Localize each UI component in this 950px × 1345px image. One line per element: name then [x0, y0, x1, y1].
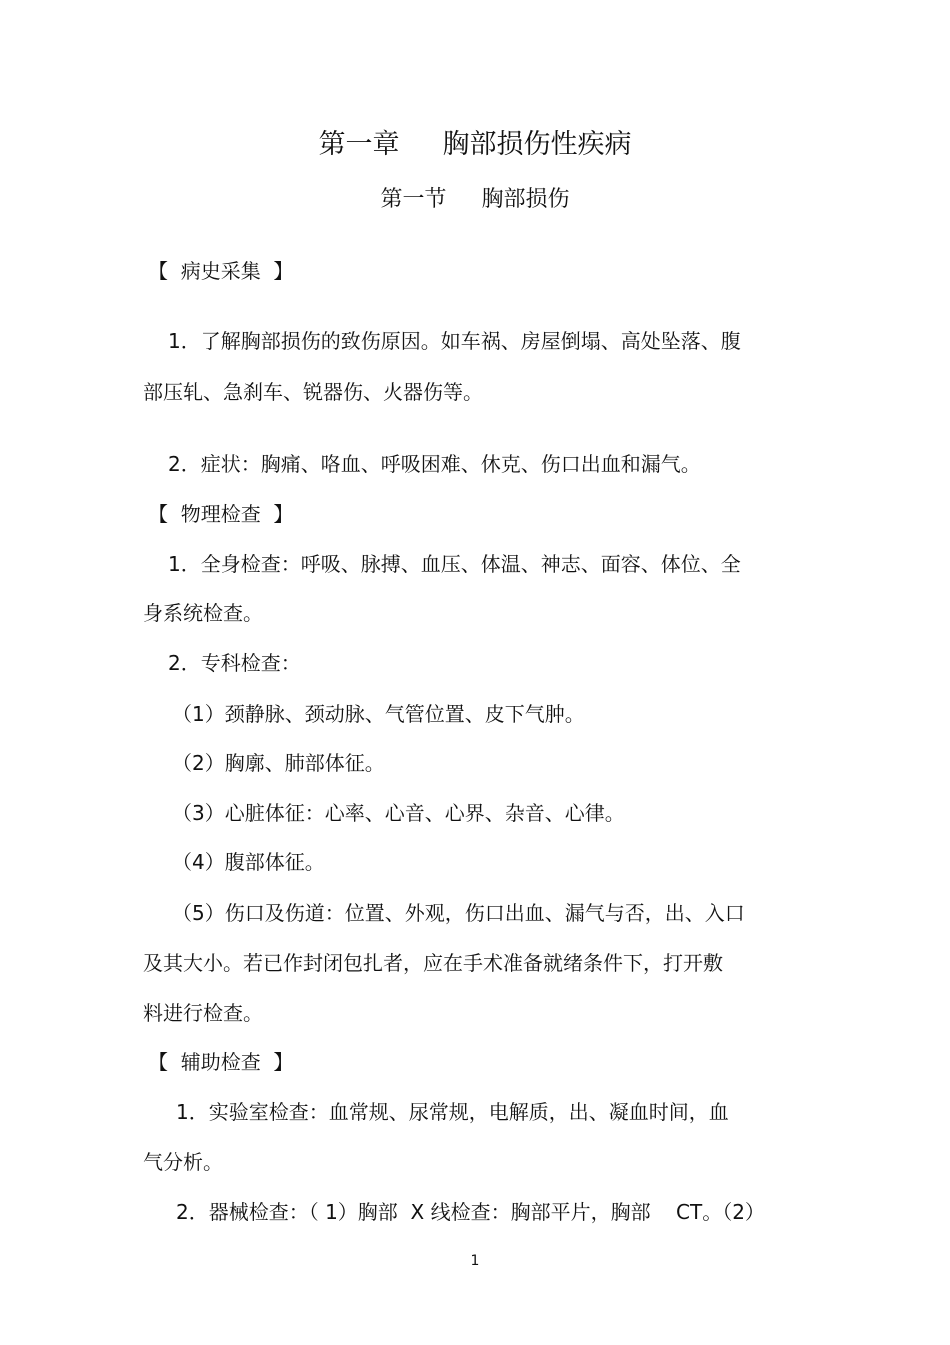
paragraph-line: 1．全身检查：呼吸、脉搏、血压、体温、神志、面容、体位、全: [168, 552, 741, 576]
paragraph-line: 1．了解胸部损伤的致伤原因。如车祸、房屋倒塌、高处坠落、腹: [168, 329, 741, 353]
list-item: （1）颈静脉、颈动脉、气管位置、皮下气肿。: [172, 702, 585, 726]
paragraph-line: 2．器械检查：（ 1）胸部 X 线检查：胸部平片，胸部 CT。（2）: [176, 1200, 765, 1224]
paragraph-line: 2．专科检查：: [168, 651, 301, 675]
paragraph-line: 及其大小。若已作封闭包扎者，应在手术准备就绪条件下，打开敷: [143, 951, 723, 975]
chapter-title: 第一章 胸部损伤性疾病: [318, 129, 632, 160]
list-item: （5）伤口及伤道：位置、外观，伤口出血、漏气与否，出、入口: [172, 901, 745, 925]
heading-history: 【 病史采集 】: [148, 259, 294, 283]
list-item: （2）胸廓、肺部体征。: [172, 751, 385, 775]
list-item: （4）腹部体征。: [172, 850, 325, 874]
paragraph-line: 部压轧、急刹车、锐器伤、火器伤等。: [143, 380, 483, 404]
heading-auxiliary-exam: 【 辅助检查 】: [148, 1050, 294, 1074]
paragraph-line: 气分析。: [143, 1150, 223, 1174]
section-title: 第一节 胸部损伤: [380, 187, 570, 212]
paragraph-line: 1．实验室检查：血常规、尿常规，电解质，出、凝血时间，血: [176, 1100, 729, 1124]
list-item: （3）心脏体征：心率、心音、心界、杂音、心律。: [172, 801, 625, 825]
paragraph-line: 料进行检查。: [143, 1001, 263, 1025]
paragraph-line: 2．症状：胸痛、咯血、呼吸困难、休克、伤口出血和漏气。: [168, 452, 701, 476]
page-number: 1: [470, 1253, 480, 1269]
heading-physical-exam: 【 物理检查 】: [148, 502, 294, 526]
paragraph-line: 身系统检查。: [143, 601, 263, 625]
